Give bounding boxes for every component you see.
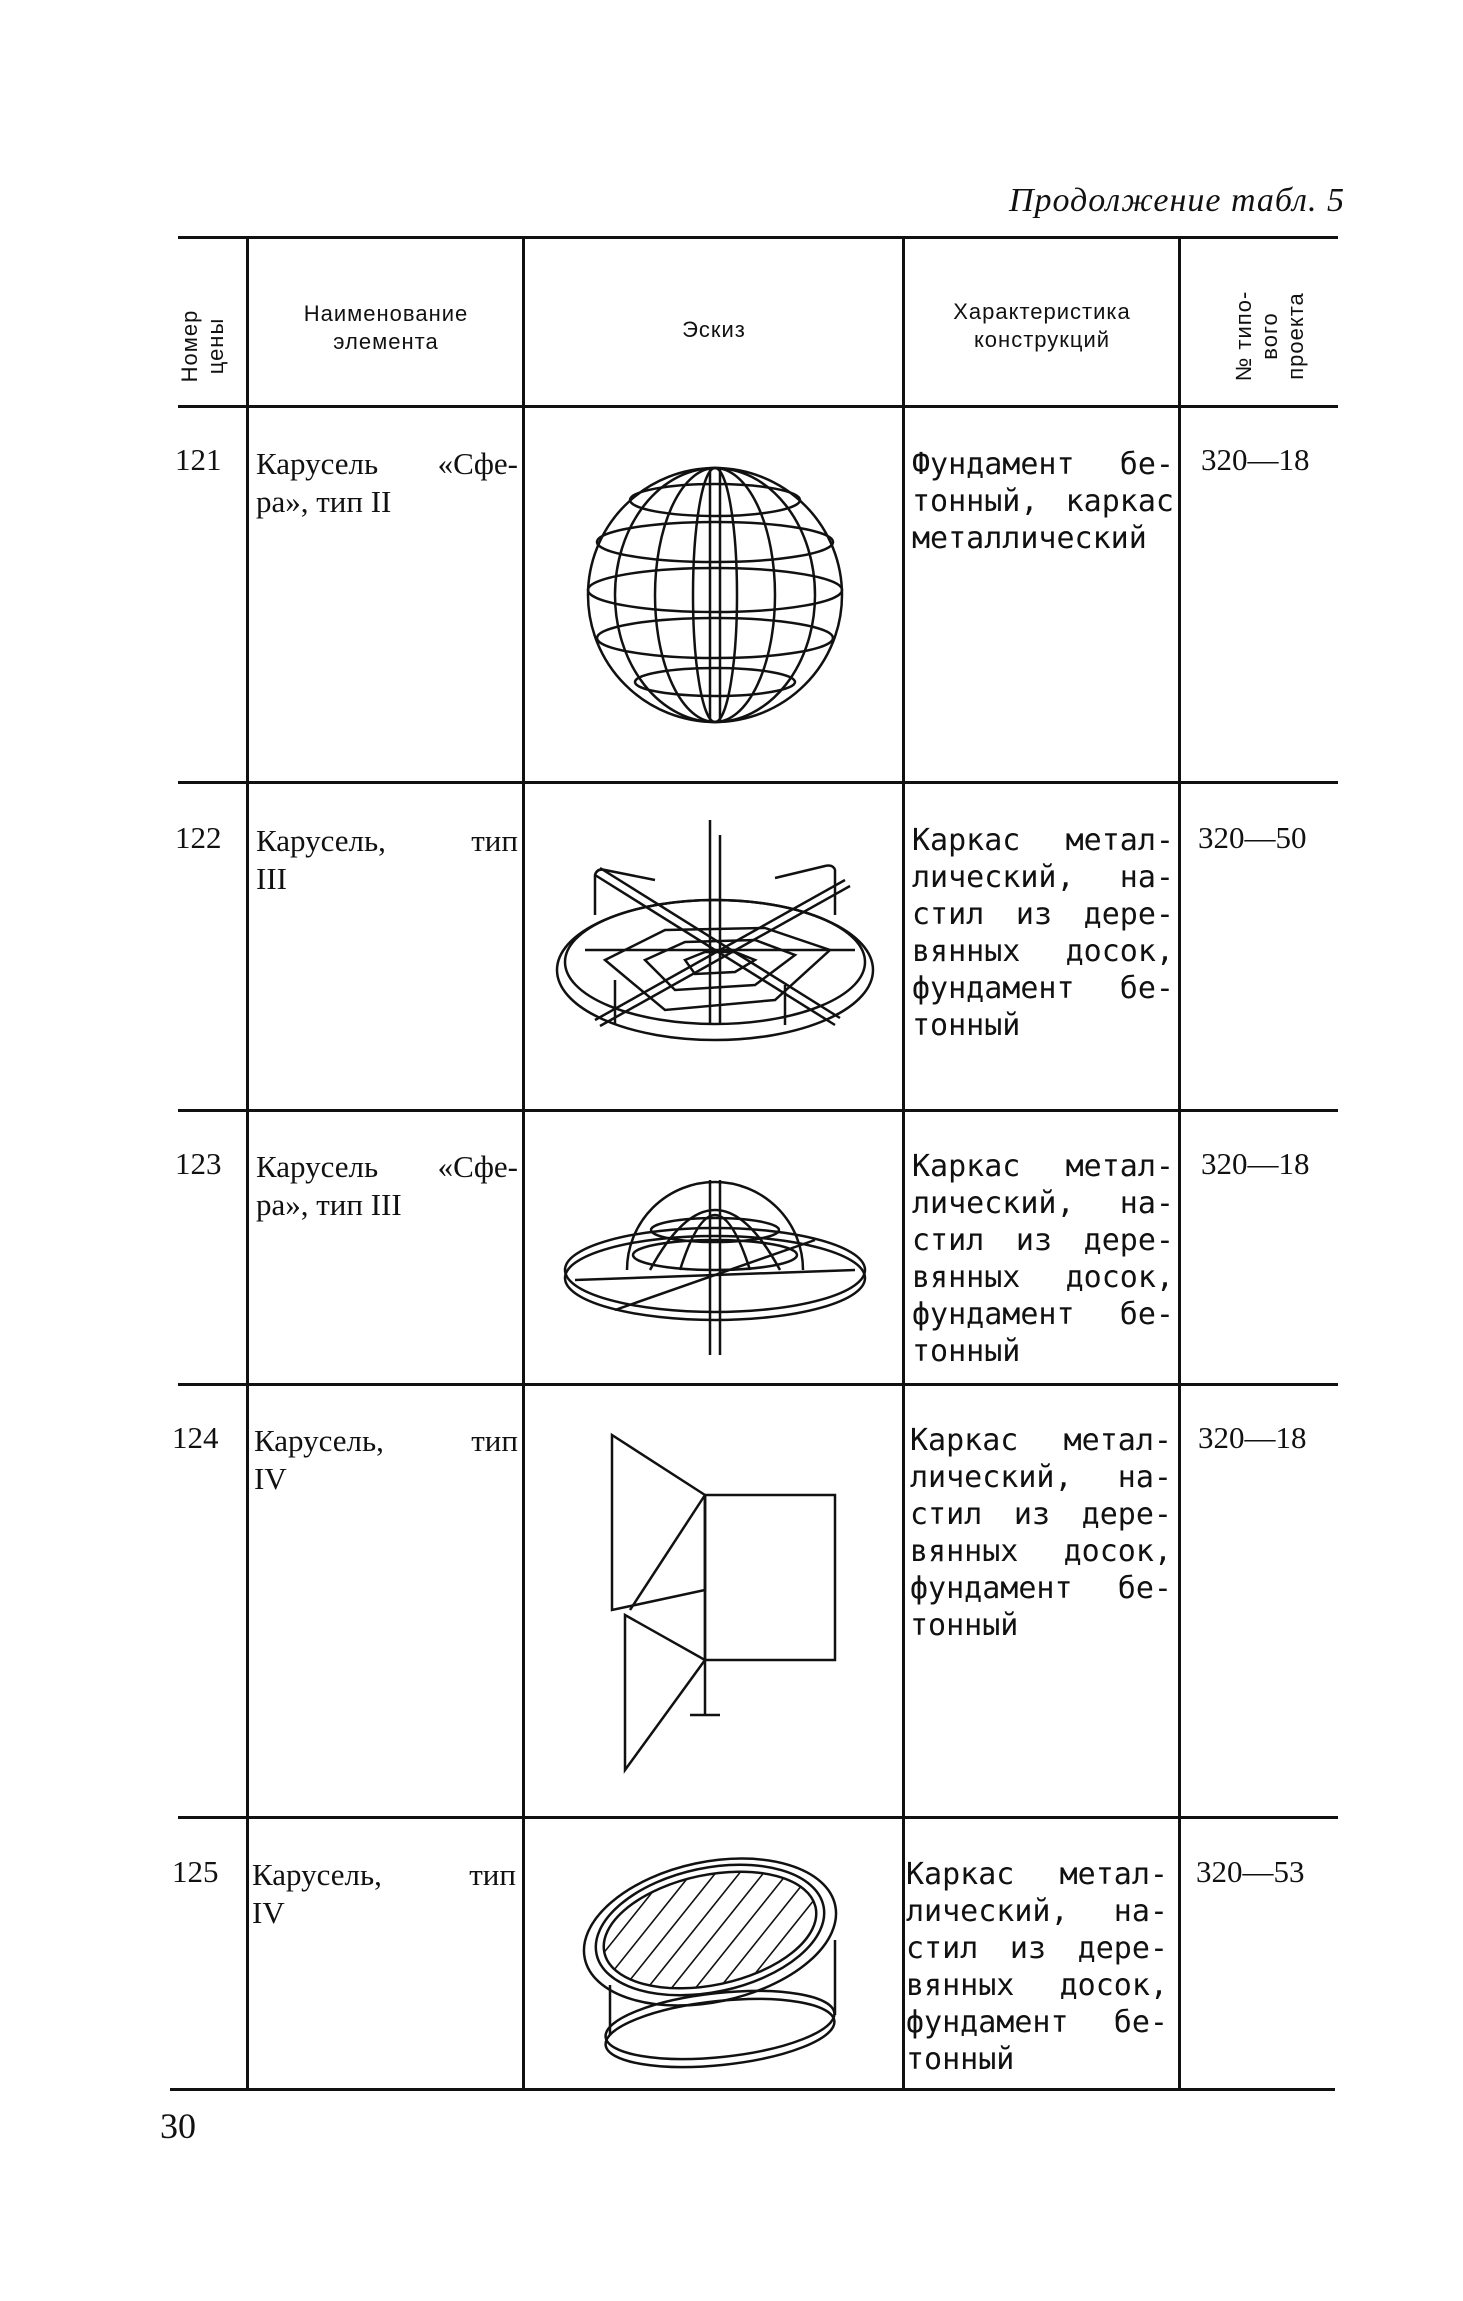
char-line: металлический (912, 521, 1147, 556)
row-project: 320—53 (1196, 1854, 1305, 1889)
page-number: 30 (160, 2106, 196, 2146)
row-number: 122 (175, 820, 222, 855)
table-caption: Продолжение табл. 5 (1008, 182, 1345, 219)
char-line: фундамент бе- (912, 1297, 1174, 1332)
row-characteristics (906, 1856, 1168, 2078)
latitude-ring (630, 484, 800, 516)
row-characteristics (912, 822, 1174, 1044)
char-line: тонный, каркас (912, 484, 1174, 519)
row-name (256, 822, 518, 898)
char-line: Каркас метал- (906, 1857, 1168, 1892)
row-name (252, 1856, 516, 1932)
row-project: 320—18 (1201, 1146, 1310, 1181)
deck-inner (593, 1854, 827, 2007)
char-line: стил из дере- (906, 1931, 1168, 1966)
row-number: 124 (172, 1420, 219, 1455)
row-project: 320—18 (1201, 442, 1310, 477)
header-characteristics-line: конструкций (973, 327, 1111, 352)
latitude-ring (597, 618, 833, 658)
row-name (256, 1148, 518, 1224)
header-number-line: Номер (177, 309, 202, 383)
table-bottom-rule (170, 2088, 1335, 2091)
latitude-ring (597, 522, 833, 562)
disc-carousel-sketch (545, 820, 885, 1060)
deck-hatching (570, 1850, 850, 2035)
sphere-carousel-sketch (580, 460, 850, 730)
char-line: лический, на- (906, 1894, 1168, 1929)
row-number: 125 (172, 1854, 219, 1889)
platform-spoke (615, 1240, 815, 1310)
header-project-line: проекта (1283, 292, 1308, 380)
row-name-line: Карусель, тип (252, 1857, 516, 1892)
char-line: Каркас метал- (912, 823, 1174, 858)
header-project-line: № типо- (1231, 290, 1256, 382)
char-line: фундамент бе- (910, 1571, 1172, 1606)
char-line: вянных досок, (906, 1968, 1168, 2003)
char-line: вянных досок, (912, 1260, 1174, 1295)
char-line: Каркас метал- (910, 1423, 1172, 1458)
latitude-ring (588, 568, 842, 612)
meridian (655, 468, 775, 722)
char-line: вянных досок, (912, 934, 1174, 969)
char-line: стил из дере- (910, 1497, 1172, 1532)
row-name-line: Карусель «Сфе- (256, 1149, 518, 1184)
row-name-line: IV (252, 1895, 285, 1930)
row-project: 320—50 (1198, 820, 1307, 855)
char-line: лический, на- (912, 1186, 1174, 1221)
char-line: тонный (910, 1608, 1019, 1643)
base-ring (602, 1981, 837, 2069)
row-divider (178, 1816, 1338, 1819)
row-characteristics (912, 1148, 1174, 1370)
header-sketch: Эскиз (682, 317, 746, 342)
panel-carousel-sketch (600, 1425, 840, 1775)
header-characteristics (908, 298, 1176, 354)
row-name-line: Карусель «Сфе- (256, 446, 518, 481)
dome-carousel-sketch (555, 1170, 875, 1360)
row-name-line: Карусель, тип (254, 1423, 518, 1458)
row-characteristics (912, 446, 1174, 557)
panel-square (705, 1495, 835, 1660)
row-name-line: Карусель, тип (256, 823, 518, 858)
char-line: стил из дере- (912, 897, 1174, 932)
char-line: Каркас метал- (912, 1149, 1174, 1184)
column-line (902, 236, 905, 2089)
meridian (615, 468, 815, 722)
row-name-line: IV (254, 1461, 287, 1496)
row-name (256, 445, 518, 521)
header-project (1231, 261, 1315, 411)
char-line: тонный (912, 1008, 1021, 1043)
header-characteristics-line: Характеристика (953, 299, 1131, 324)
row-divider (178, 1383, 1338, 1386)
table-top-rule (178, 236, 1338, 239)
row-name-line: ра», тип II (256, 484, 392, 519)
column-line (1178, 236, 1181, 2089)
char-line: вянных досок, (910, 1534, 1172, 1569)
meridian (693, 468, 737, 722)
row-project: 320—18 (1198, 1420, 1307, 1455)
header-name-line: элемента (333, 329, 439, 354)
char-line: лический, на- (910, 1460, 1172, 1495)
row-divider (178, 781, 1338, 784)
header-name-line: Наименование (303, 301, 469, 326)
row-divider (178, 1109, 1338, 1112)
column-line (522, 236, 525, 2089)
char-line: стил из дере- (912, 1223, 1174, 1258)
header-project-line: вого (1257, 312, 1282, 360)
header-number-line: цены (203, 317, 228, 375)
char-line: Фундамент бе- (912, 447, 1174, 482)
char-line: фундамент бе- (912, 971, 1174, 1006)
panel-wing (625, 1615, 705, 1770)
panel-wing (612, 1435, 705, 1610)
char-line: лический, на- (912, 860, 1174, 895)
row-number: 123 (175, 1146, 222, 1181)
row-name-line: ра», тип III (256, 1187, 402, 1222)
header-name (252, 300, 520, 356)
column-line (246, 236, 249, 2089)
latitude-ring (635, 668, 795, 696)
row-characteristics (910, 1422, 1172, 1644)
row-name-line: III (256, 861, 287, 896)
header-number (177, 271, 233, 421)
char-line: фундамент бе- (906, 2005, 1168, 2040)
header-bottom-rule (178, 405, 1338, 408)
char-line: тонный (912, 1334, 1021, 1369)
row-number: 121 (175, 442, 222, 477)
ring-carousel-sketch (570, 1850, 860, 2070)
sphere-outline (588, 468, 842, 722)
row-name (254, 1422, 518, 1498)
char-line: тонный (906, 2042, 1015, 2077)
